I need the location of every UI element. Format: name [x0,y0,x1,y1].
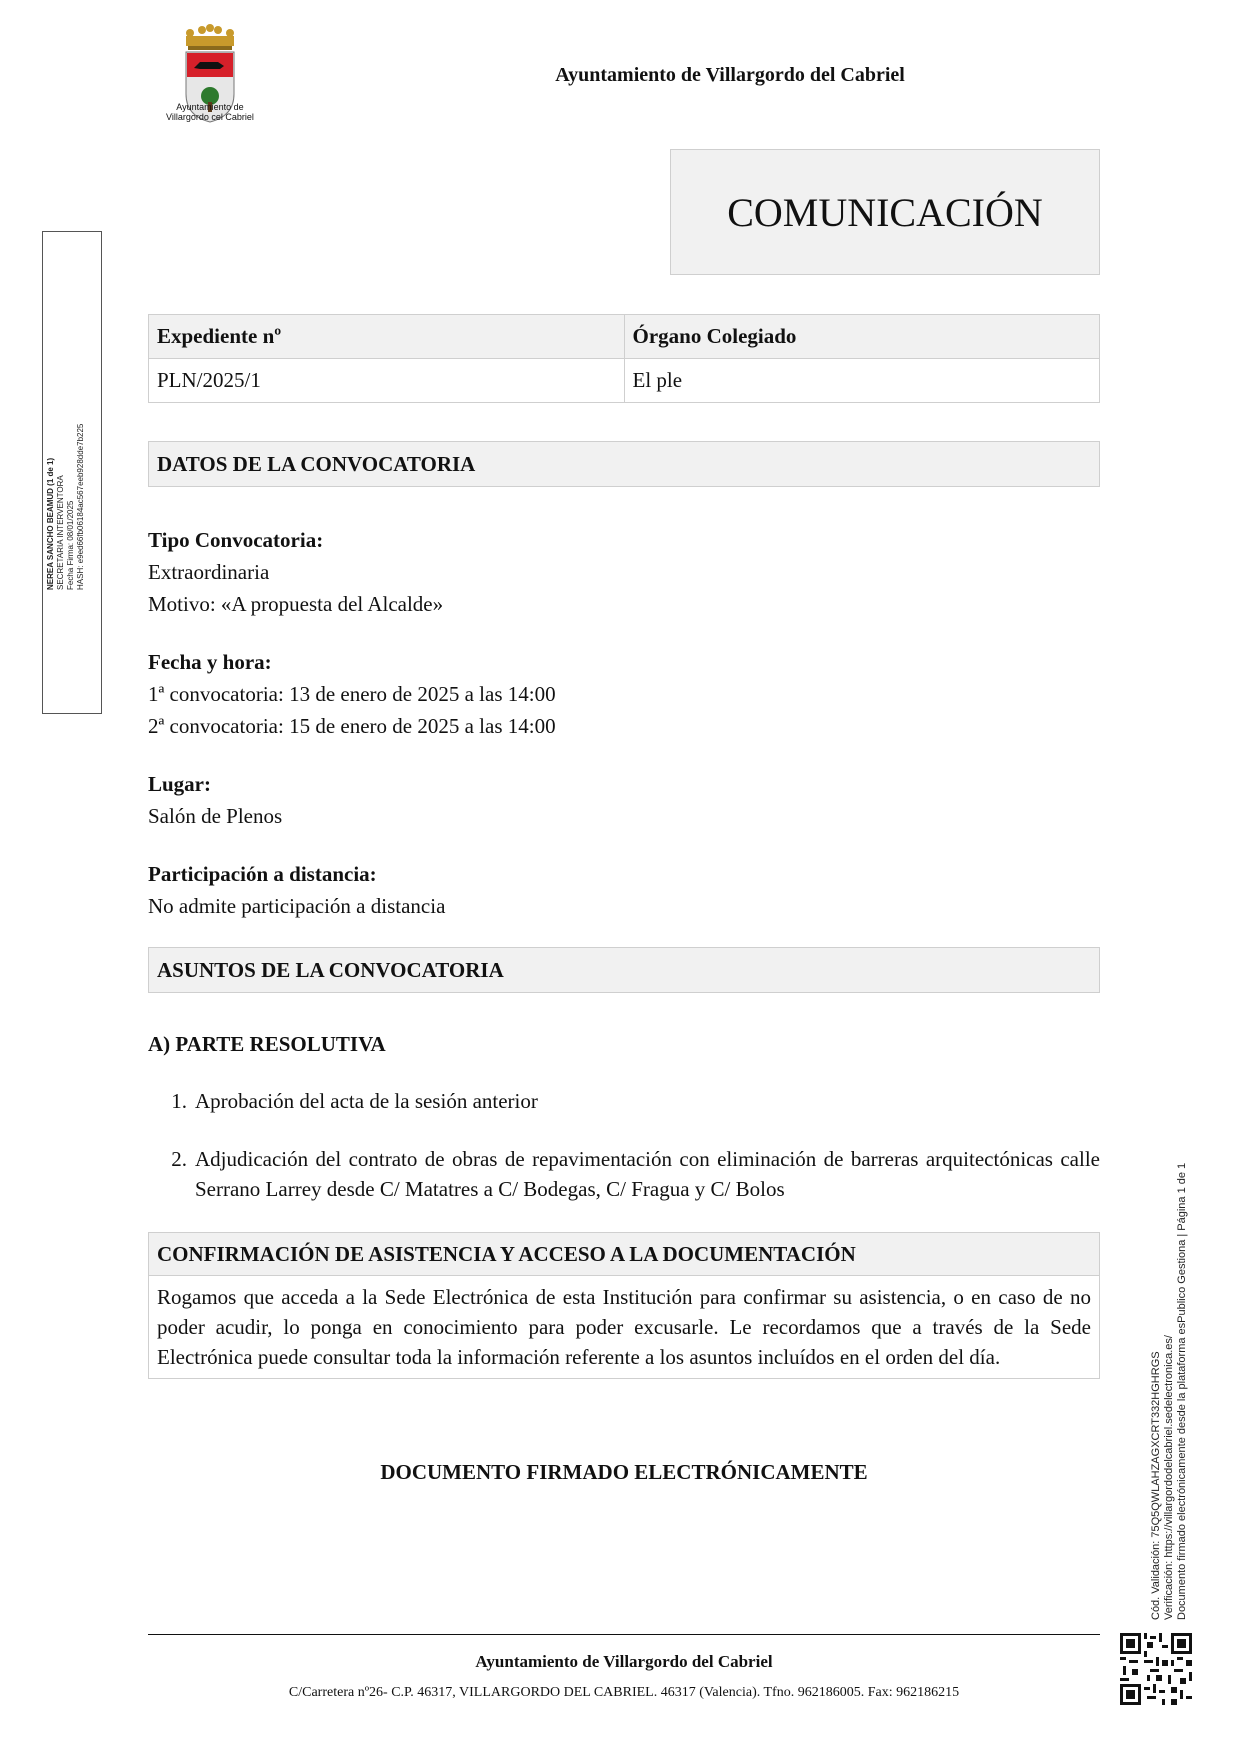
lugar-label: Lugar: [148,772,211,796]
table-row [149,1276,1100,1379]
table-header-row [149,315,1100,359]
footer-divider [148,1634,1100,1635]
primera-convocatoria: 1ª convocatoria: 13 de enero de 2025 a las 14:00 [148,682,556,706]
item-text: Aprobación del acta de la sesión anterior [195,1089,538,1113]
agenda-list [148,1086,1100,1232]
fecha-label: Fecha y hora: [148,650,272,674]
fecha-hora-field [148,646,1048,742]
list-item [148,1144,1100,1204]
validation-code: Cód. Validación: 75Q5QWLAHZAGXCRT332HGHRGS [1150,1351,1162,1620]
signature-stamp [46,370,96,590]
qr-code-icon [1120,1633,1192,1705]
crown-icon [186,24,234,50]
footer-address: C/Carretera nº26- C.P. 46317, VILLARGORDO DEL CABRIEL. 46317 (Valencia). Tfno. 962186005. Fax: 962186215 [288,1685,960,1700]
header-title: Ayuntamiento de Villargordo del Cabriel [555,64,905,86]
participacion-label: Participación a distancia: [148,862,377,886]
item-text: Adjudicación del contrato de obras de repavimentación con eliminación de barreras arquitectónicas calle Serrano Larrey desde C/ Matatres a C/ Bodegas, C/ Fragua y C/ Bolos [195,1147,1100,1201]
item-number: 2. [171,1147,187,1171]
confirmacion-body: Rogamos que acceda a la Sede Electrónica de esta Institución para confirmar su asistencia, o en caso de no poder acudir, lo ponga en conocimiento para poder excusarle. Le recordamos que a través de la Sede Electrónica puede consultar toda la información referente a los asuntos incluídos en el orden del día. [149,1276,1100,1379]
section-asuntos-convocatoria [148,947,1100,993]
expediente-table [148,314,1100,403]
motivo-value: Motivo: «A propuesta del Alcalde» [148,592,444,616]
item-number: 1. [171,1089,187,1113]
confirmacion-header: CONFIRMACIÓN DE ASISTENCIA Y ACCESO A LA DOCUMENTACIÓN [149,1233,1100,1276]
signer-name: NEREA SANCHO BEAMUD (1 de 1) [46,457,55,590]
verification-url: Verificación: https://villargordodelcabriel.sedelectronica.es/ [1163,1335,1175,1620]
table-header-row [149,1233,1100,1276]
csv-verification-stamp [1150,1100,1202,1620]
footer-title: Ayuntamiento de Villargordo del Cabriel [475,1652,773,1671]
tipo-convocatoria-field [148,524,1048,620]
logo-caption-line-1: Ayuntamiento de [176,102,244,112]
platform-note: Documento firmado electrónicamente desde la plataforma esPublico Gestiona | Página 1 de 1 [1176,1162,1188,1620]
organo-header: Órgano Colegiado [624,315,1100,359]
tipo-label: Tipo Convocatoria: [148,528,324,552]
confirmacion-table [148,1232,1100,1379]
logo-caption [140,102,280,122]
section-datos-label: DATOS DE LA CONVOCATORIA [157,451,476,476]
lugar-value: Salón de Plenos [148,804,283,828]
expediente-value: PLN/2025/1 [149,359,625,403]
logo-caption-line-2: Villargordo cel Cabriel [166,112,254,122]
communication-title: COMUNICACIÓN [727,189,1043,235]
organo-value: El ple [624,359,1100,403]
segunda-convocatoria: 2ª convocatoria: 15 de enero de 2025 a las 14:00 [148,714,556,738]
signer-role: SECRETARIA INTERVENTORA [56,475,65,590]
signed-notice: DOCUMENTO FIRMADO ELECTRÓNICAMENTE [380,1460,868,1484]
section-datos-convocatoria [148,441,1100,487]
table-row [149,359,1100,403]
participacion-field [148,858,1048,922]
communication-title-box [670,149,1100,275]
participacion-value: No admite participación a distancia [148,894,446,918]
lugar-field [148,768,1048,832]
section-asuntos-label: ASUNTOS DE LA CONVOCATORIA [157,957,504,982]
expediente-header: Expediente nº [149,315,625,359]
signature-hash: HASH: e9ed66fb06184ac567eeb928dde7b225 [76,423,85,590]
tipo-value: Extraordinaria [148,560,270,584]
signature-date: Fecha Firma: 08/01/2025 [66,500,75,590]
parte-resolutiva-heading: A) PARTE RESOLUTIVA [148,1032,386,1056]
list-item [148,1086,1100,1116]
